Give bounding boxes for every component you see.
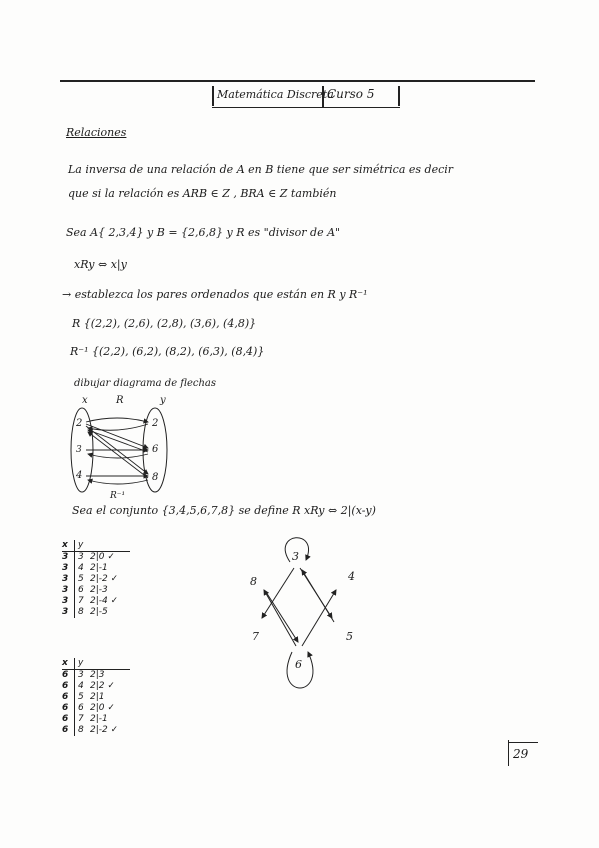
node-left-4: 4 — [76, 470, 83, 481]
graph-node-3: 3 — [292, 550, 299, 563]
table-x3 — [62, 540, 130, 618]
page-number-bracket — [508, 740, 509, 766]
graph-node-6: 6 — [295, 658, 302, 671]
table-row: 3 5 2|-2 ✓ — [62, 574, 119, 584]
table-row: 3 4 2|-1 — [62, 563, 108, 573]
text-line-1: La inversa de una relación de A en B tiene que ser simétrica es decir — [68, 163, 454, 176]
header-class-no: Curso 5 — [327, 87, 375, 101]
text-line-4: xRy ⇔ x|y — [74, 258, 127, 271]
text-line-3: Sea A{ 2,3,4} y B = {2,6,8} y R es "divisor de A" — [66, 226, 341, 239]
diagram-label-y: y — [160, 395, 166, 406]
header-bar-left — [212, 86, 214, 106]
relation-R: R {(2,2), (2,6), (2,8), (3,6), (4,8)} — [72, 317, 257, 330]
inverse-label: R⁻¹ — [110, 491, 126, 501]
graph-node-7: 7 — [252, 630, 259, 643]
table-row: 6 4 2|2 ✓ — [62, 681, 115, 691]
arrow-diagram — [62, 392, 192, 502]
text-line-9: Sea el conjunto {3,4,5,6,7,8} se define R xRy ⇔ 2|(x-y) — [72, 504, 376, 517]
table-row: 3 6 2|-3 — [62, 585, 108, 595]
node-right-8: 8 — [152, 472, 159, 483]
node-left-3: 3 — [76, 445, 82, 455]
page-number-line — [508, 742, 538, 743]
relation-graph — [240, 530, 380, 700]
header-bar-right — [398, 86, 400, 106]
text-line-2: que si la relación es ARB ∈ Z , BRA ∈ Z también — [68, 187, 337, 200]
section-title: Relaciones — [66, 126, 127, 139]
table-x6 — [62, 658, 130, 736]
node-right-2: 2 — [152, 418, 159, 429]
table-row: 6 7 2|-1 — [62, 714, 108, 724]
table-header: x y — [62, 540, 130, 552]
table-row: 6 6 2|0 ✓ — [62, 703, 115, 713]
top-rule — [60, 80, 535, 82]
node-left-2: 2 — [76, 418, 83, 429]
table-row: 3 8 2|-5 — [62, 607, 108, 617]
page-number: 29 — [513, 747, 529, 761]
diagram-label-r: R — [116, 395, 124, 406]
header-subject: Matemática Discreta — [217, 88, 334, 101]
edge-5-to-3 — [302, 570, 334, 622]
graph-node-5: 5 — [346, 630, 353, 643]
graph-node-8: 8 — [250, 575, 257, 588]
edge-6-to-8 — [264, 590, 296, 646]
table-row: 3 7 2|-4 ✓ — [62, 596, 119, 606]
table-row: 6 5 2|1 — [62, 692, 105, 702]
table-header: x y — [62, 658, 130, 670]
table-row: 6 3 2|3 — [62, 670, 105, 680]
table-row: 6 8 2|-2 ✓ — [62, 725, 119, 735]
node-right-6: 6 — [152, 444, 159, 455]
edge-8-to-6 — [266, 592, 298, 642]
diagram-label-x: x — [82, 395, 88, 406]
table-row: 3 3 2|0 ✓ — [62, 552, 115, 562]
text-line-5: → establezca los pares ordenados que están en R y R⁻¹ — [62, 288, 368, 301]
header-underline — [212, 107, 400, 108]
relation-R-inverse: R⁻¹ {(2,2), (6,2), (8,2), (6,3), (8,4)} — [70, 345, 265, 358]
graph-node-4: 4 — [348, 570, 355, 583]
text-line-8: dibujar diagrama de flechas — [74, 378, 217, 389]
